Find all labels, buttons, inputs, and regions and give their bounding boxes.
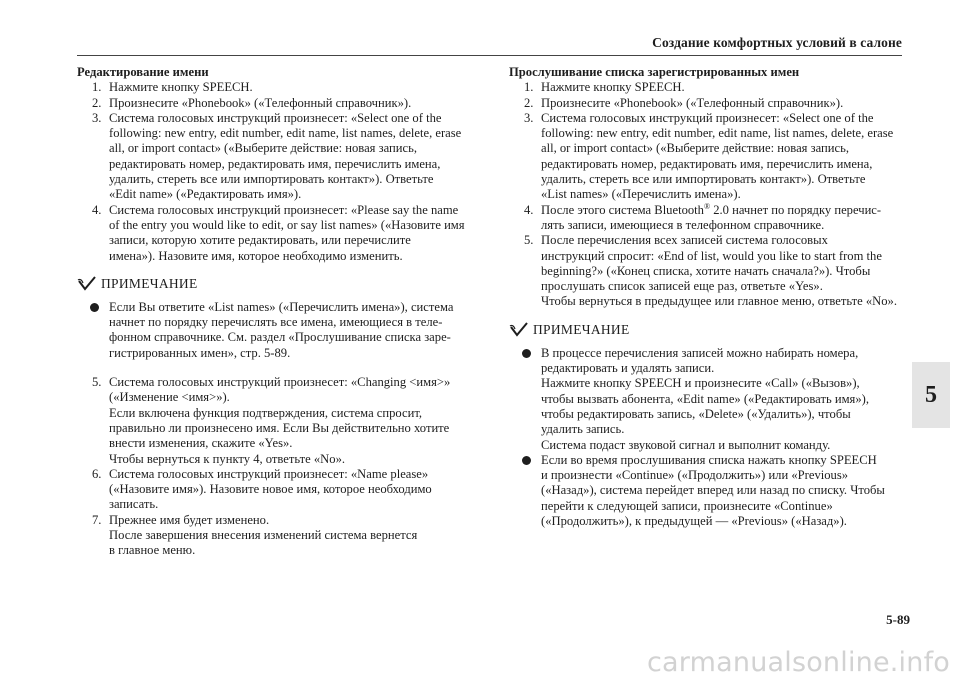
step-number: 2. — [92, 95, 102, 110]
numbered-step — [509, 233, 909, 309]
step-number: 3. — [92, 110, 102, 125]
left-note-bullets — [77, 300, 477, 361]
step-line: Произнесите «Phonebook» («Телефонный справочник»). — [109, 95, 412, 110]
note-bullet — [509, 346, 909, 453]
step-line: Прежнее имя будет изменено. — [109, 512, 270, 527]
step-number: 4. — [92, 202, 102, 217]
step-line: Если включена функция подтверждения, система спросит, — [109, 405, 423, 420]
note-bullet — [509, 453, 909, 529]
bullet-dot-icon — [90, 303, 99, 312]
left-column — [77, 65, 477, 559]
step-line: all, or import contact» («Выберите действие: новая запись, — [541, 141, 849, 156]
numbered-step — [509, 96, 909, 111]
step-line: Нажмите кнопку SPEECH. — [541, 80, 685, 95]
step-line: «List names» («Перечислить имена»). — [541, 187, 741, 202]
numbered-step — [77, 96, 477, 111]
bullet-line: перейти к следующей записи, произнесите «Continue» — [541, 498, 833, 513]
chapter-tab: 5 — [912, 362, 950, 428]
bullet-line: Если Вы ответите «List names» («Перечислить имена»), система — [109, 299, 454, 314]
note-bullet — [77, 300, 477, 361]
step-number: 5. — [92, 375, 102, 390]
bullet-line: Система подаст звуковой сигнал и выполнит команду. — [541, 437, 831, 452]
left-steps-b — [77, 375, 477, 559]
step-line: Система голосовых инструкций произнесет: «Please say the name — [109, 202, 459, 217]
step-line: прослушать список записей еще раз, ответьте «Yes». — [541, 279, 823, 294]
bullet-line: Нажмите кнопку SPEECH и произнесите «Call» («Вызов»), — [541, 376, 860, 391]
bullet-line: чтобы вызвать абонента, «Edit name» («Редактировать имя»), — [541, 391, 869, 406]
section-title-list-names: Прослушивание списка зарегистрированных имен — [509, 65, 800, 79]
step-line: имена»). Назовите имя, которое необходимо изменить. — [109, 248, 403, 263]
step-number: 3. — [524, 110, 534, 125]
step-line: После перечисления всех записей система голосовых — [541, 233, 828, 248]
left-steps-a — [77, 80, 477, 264]
step-line: following: new entry, edit number, edit name, list names, delete, erase — [109, 126, 462, 141]
step-line: инструкций спросит: «End of list, would you like to start from the — [541, 248, 882, 263]
step-line: Система голосовых инструкций произнесет: «Changing <имя>» — [109, 375, 451, 390]
numbered-step — [77, 467, 477, 513]
numbered-step — [77, 513, 477, 559]
note-label: ПРИМЕЧАНИЕ — [533, 322, 630, 338]
bullet-line: и произнести «Continue» («Продолжить») или «Previous» — [541, 468, 849, 483]
numbered-step — [509, 80, 909, 95]
numbered-step — [509, 111, 909, 203]
step-line: («Назовите имя»). Назовите новое имя, которое необходимо — [109, 482, 432, 497]
bullet-line: начнет по порядку перечислять все имена, имеющиеся в теле- — [109, 315, 443, 330]
step-line: правильно ли произнесено имя. Если Вы действительно хотите — [109, 420, 450, 435]
running-header: Создание комфортных условий в салоне — [652, 35, 902, 50]
bullet-line: («Продолжить»), к предыдущей — «Previous» («Назад»). — [541, 514, 847, 529]
step-line: Нажмите кнопку SPEECH. — [109, 80, 253, 95]
note-header-left — [77, 275, 477, 293]
note-header-right — [509, 321, 909, 339]
numbered-step — [77, 80, 477, 95]
bullet-line: фонном справочнике. См. раздел «Прослушивание списка заре- — [109, 330, 451, 345]
step-line: beginning?» («Конец списка, хотите начать сначала?»). Чтобы — [541, 263, 871, 278]
numbered-step — [509, 203, 909, 234]
step-number: 6. — [92, 466, 102, 481]
bullet-line: («Назад»), система перейдет вперед или назад по списку. Чтобы — [541, 483, 885, 498]
note-pencil-icon — [509, 321, 529, 339]
step-line: Система голосовых инструкций произнесет: «Select one of the — [109, 110, 442, 125]
step-line: После завершения внесения изменений система вернется — [109, 528, 418, 543]
numbered-step — [77, 111, 477, 203]
bullet-line: гистрированных имен», стр. 5-89. — [109, 345, 291, 360]
step-line: лять записи, имеющиеся в телефонном справочнике. — [541, 217, 825, 232]
step-line: Система голосовых инструкций произнесет: «Select one of the — [541, 110, 874, 125]
numbered-step — [77, 375, 477, 467]
note-pencil-icon — [77, 275, 97, 293]
bullet-line: редактировать и удалять записи. — [541, 361, 715, 376]
step-line: удалить, стереть все или импортировать контакт»). Ответьте — [109, 172, 434, 187]
bullet-line: Если во время прослушивания списка нажать кнопку SPEECH — [541, 452, 877, 467]
right-steps — [509, 80, 909, 309]
registered-mark: ® — [703, 201, 711, 211]
step-line: all, or import contact» («Выберите действие: новая запись, — [109, 141, 417, 156]
section-title-edit-name: Редактирование имени — [77, 65, 209, 79]
step-number: 4. — [524, 202, 534, 217]
step-line: записи, которую хотите редактировать, или перечислите — [109, 233, 411, 248]
step-line-text: 2.0 начнет по порядку перечис- — [710, 202, 882, 217]
page-number: 5-89 — [886, 612, 910, 627]
step-number: 2. — [524, 95, 534, 110]
bullet-line: В процессе перечисления записей можно набирать номера, — [541, 345, 859, 360]
watermark: carmanualsonline.info — [647, 647, 950, 678]
step-line: в главное меню. — [109, 543, 196, 558]
step-number: 5. — [524, 233, 534, 248]
step-line: following: new entry, edit number, edit name, list names, delete, erase — [541, 126, 894, 141]
right-column — [509, 65, 909, 529]
step-line: удалить, стереть все или импортировать контакт»). Ответьте — [541, 172, 866, 187]
step-line: записать. — [109, 497, 159, 512]
step-number: 1. — [92, 80, 102, 95]
step-line: Чтобы вернуться к пункту 4, ответьте «No». — [109, 451, 346, 466]
step-line: редактировать номер, редактировать имя, перечислить имена, — [541, 156, 873, 171]
step-line: Система голосовых инструкций произнесет: «Name please» — [109, 466, 429, 481]
step-number: 7. — [92, 512, 102, 527]
bullet-dot-icon — [522, 456, 531, 465]
step-line-text: После этого система Bluetooth — [541, 202, 704, 217]
bullet-line: чтобы редактировать запись, «Delete» («Удалить»), чтобы — [541, 406, 851, 421]
step-line: внести изменения, скажите «Yes». — [109, 436, 293, 451]
header-rule — [77, 55, 902, 56]
step-line: («Изменение <имя>»). — [109, 390, 230, 405]
step-line: of the entry you would like to edit, or say list names» («Назовите имя — [109, 217, 465, 232]
step-line — [541, 203, 909, 218]
bullet-dot-icon — [522, 349, 531, 358]
bullet-line: удалить запись. — [541, 422, 625, 437]
step-line: редактировать номер, редактировать имя, перечислить имена, — [109, 156, 441, 171]
step-line: Произнесите «Phonebook» («Телефонный справочник»). — [541, 95, 844, 110]
step-line: Чтобы вернуться в предыдущее или главное меню, ответьте «No». — [541, 294, 897, 309]
step-line: «Edit name» («Редактировать имя»). — [109, 187, 302, 202]
note-label: ПРИМЕЧАНИЕ — [101, 276, 198, 292]
step-number: 1. — [524, 80, 534, 95]
numbered-step — [77, 203, 477, 264]
right-note-bullets — [509, 346, 909, 530]
